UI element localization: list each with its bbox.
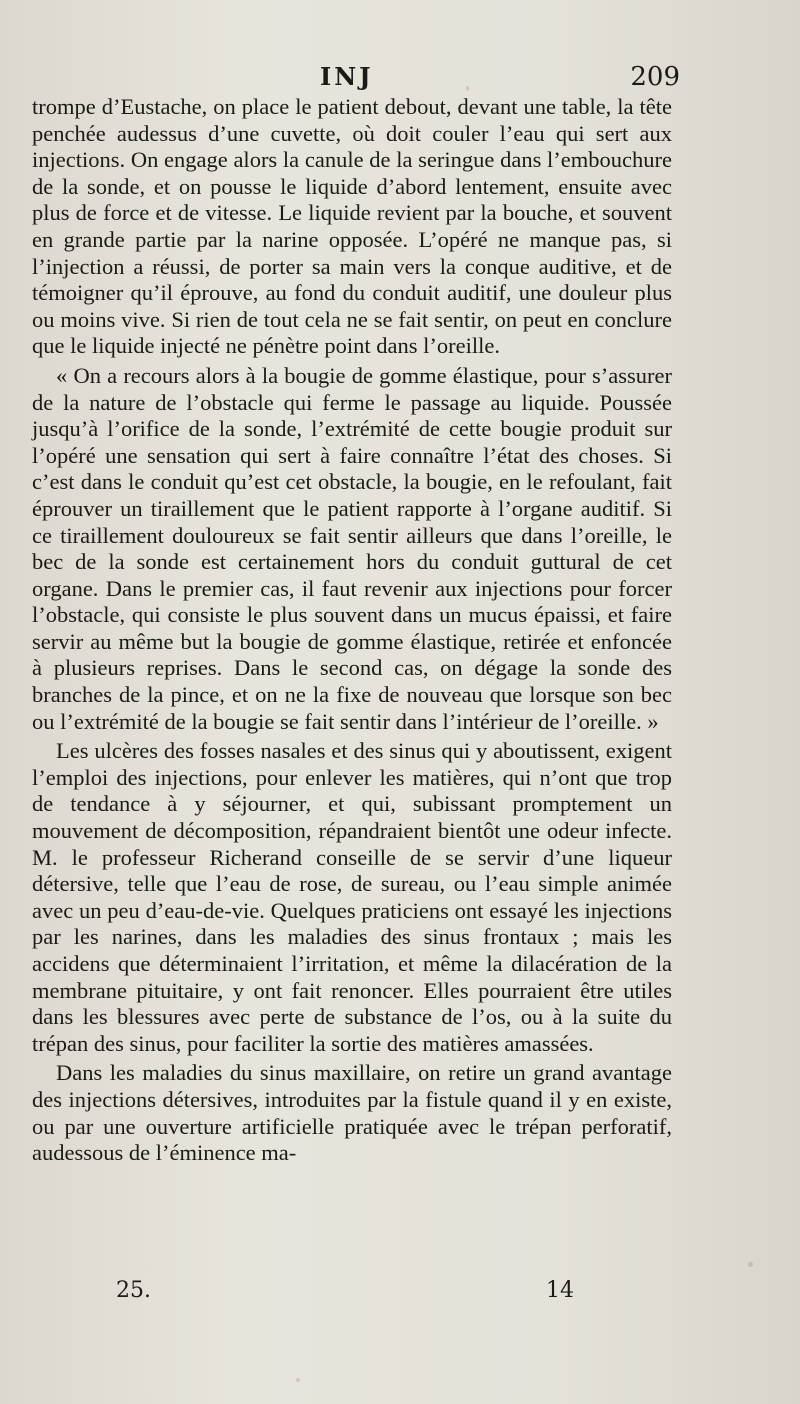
page-number: 209 bbox=[630, 62, 680, 92]
running-title: INJ bbox=[320, 62, 374, 91]
page-body bbox=[32, 94, 672, 1167]
gathering-number: 14 bbox=[546, 1278, 574, 1303]
ink-spot bbox=[748, 1262, 753, 1267]
signature-mark: 25. bbox=[116, 1278, 151, 1303]
ink-spot bbox=[466, 86, 469, 91]
paragraph-continuation: trompe d’Eustache, on place le patient debout, devant une table, la tête penchée audessus d’une cuvette, où doit couler l’eau qui sert aux injections. On engage alors la canule de la seringue dans l’embouchure de la sonde, et on pousse le liquide d’abord lentement, ensuite avec plus de force et de vitesse. Le liquide revient par la bouche, et souvent en grande partie par la narine opposée. L’opéré ne manque pas, si l’injection a réussi, de porter sa main vers la conque auditive, et de témoigner qu’il éprouve, au fond du conduit auditif, une douleur plus ou moins vive. Si rien de tout cela ne se fait sentir, on peut en conclure que le liquide injecté ne pénètre point dans l’oreille. bbox=[32, 94, 672, 359]
paragraph-quote: « On a recours alors à la bougie de gomme élastique, pour s’assurer de la nature de l’obstacle qui ferme le passage au liquide. Poussée jusqu’à l’orifice de la sonde, l’extrémité de cette bougie produit sur l’opéré une sensation qui sert à faire connaître l’état des choses. Si c’est dans le conduit qu’est cet obstacle, la bougie, en le refoulant, fait éprouver un tiraillement que le patient rapporte à l’organe auditif. Si ce tiraillement douloureux se fait sentir ailleurs que dans l’oreille, le bec de la sonde est certainement hors du conduit guttural de cet organe. Dans le premier cas, il faut revenir aux injections pour forcer l’obstacle, qui consiste le plus souvent dans un mucus épaissi, et faire servir au même but la bougie de gomme élastique, retirée et enfoncée à plusieurs reprises. Dans le second cas, on dégage la sonde des branches de la pince, et on ne la fixe de nouveau que lorsque son bec ou l’extrémité de la bougie se fait sentir dans l’intérieur de l’oreille. » bbox=[32, 362, 672, 734]
paragraph-ulcers: Les ulcères des fosses nasales et des sinus qui y aboutissent, exigent l’emploi des injections, pour enlever les matières, qui n’ont que trop de tendance à y séjourner, et qui, subissant promptement un mouvement de décomposition, répandraient bientôt une odeur infecte. M. le professeur Richerand conseille de se servir d’une liqueur détersive, telle que l’eau de rose, de sureau, ou l’eau simple animée avec un peu d’eau-de-vie. Quelques praticiens ont essayé les injections par les narines, dans les maladies des sinus frontaux ; mais les accidens que déterminaient l’irritation, et même la dilacération de la membrane pituitaire, y ont fait renoncer. Elles pourraient être utiles dans les blessures avec perte de substance de l’os, ou à la suite du trépan des sinus, pour faciliter la sortie des matières amassées. bbox=[32, 738, 672, 1056]
ink-spot bbox=[296, 1378, 300, 1382]
paragraph-maxillary: Dans les maladies du sinus maxillaire, on retire un grand avantage des injections détersives, introduites par la fistule quand il y en existe, ou par une ouverture artificielle pratiquée avec le trépan perforatif, audessous de l’éminence ma- bbox=[32, 1060, 672, 1166]
page-footer bbox=[30, 1278, 680, 1318]
